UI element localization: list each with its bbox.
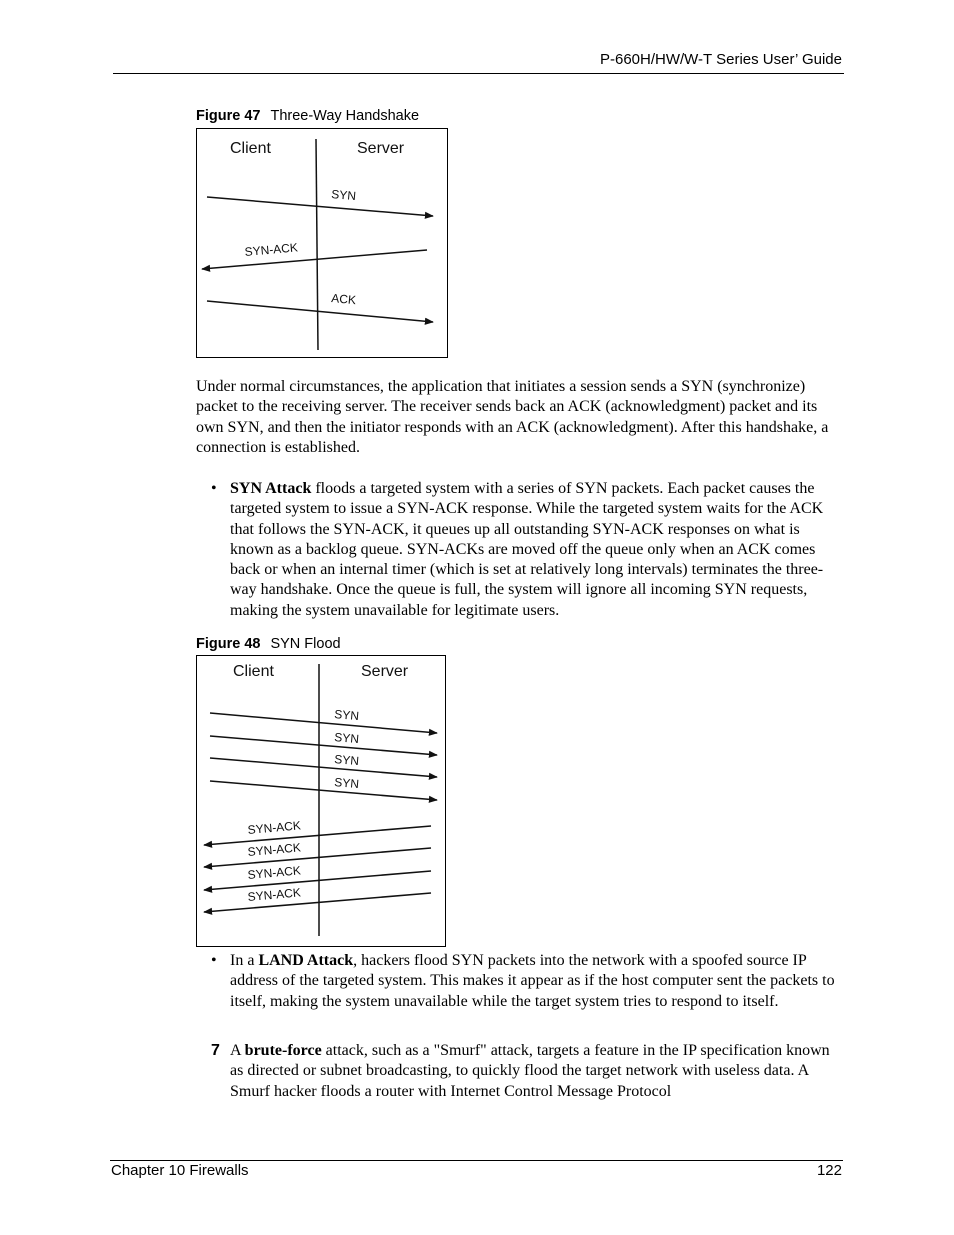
syn-ack-arrow xyxy=(204,848,431,867)
step-7-prefix: A xyxy=(230,1042,245,1059)
land-attack-term: LAND Attack xyxy=(258,952,354,969)
footer-rule xyxy=(110,1160,843,1161)
three-way-handshake-svg xyxy=(197,129,447,357)
ack-label: ACK xyxy=(330,291,357,308)
syn-arrow xyxy=(207,197,433,216)
header-rule xyxy=(113,73,844,74)
syn-arrow xyxy=(210,781,437,800)
syn-ack-label: SYN-ACK xyxy=(247,840,302,859)
figure-47-diagram xyxy=(196,128,448,358)
figure-47-number: Figure 47 xyxy=(196,108,261,124)
syn-label: SYN xyxy=(333,707,360,724)
syn-ack-label: SYN-ACK xyxy=(247,818,302,837)
land-attack-prefix: In a xyxy=(230,952,259,969)
syn-attack-text: floods a targeted system with a series of SYN packets. Each packet causes the targeted system to issue a SYN-ACK response. While the targeted system waits for the ACK that follows the SYN-ACK, it queues up all outstanding SYN-ACK responses on what is known as a backlog queue. SYN-ACKs are moved off the queue only when an ACK comes back or when an internal timer (which is set at relatively long intervals) terminates the three-way handshake. Once the queue is full, the system will ignore all incoming SYN requests, making the system unavailable for legitimate users. xyxy=(230,480,824,619)
figure-48-diagram xyxy=(196,655,446,947)
step-number: 7 xyxy=(211,1042,220,1059)
syn-arrow xyxy=(210,758,437,777)
brute-force-term: brute-force xyxy=(244,1042,322,1059)
figure-48-caption xyxy=(196,636,341,652)
client-label: Client xyxy=(230,140,271,157)
server-label: Server xyxy=(361,663,409,680)
client-label: Client xyxy=(233,663,274,680)
server-label: Server xyxy=(357,140,405,157)
page-number: 122 xyxy=(816,1162,842,1179)
syn-ack-label: SYN-ACK xyxy=(244,240,299,259)
figure-48-title: SYN Flood xyxy=(270,636,341,652)
syn-ack-label: SYN-ACK xyxy=(247,863,302,882)
syn-arrow xyxy=(210,736,437,755)
step-7-text: attack, such as a "Smurf" attack, targets a feature in the IP specification known as directed or subnet broadcasting, to quickly flood the target network with useless data. A Smurf hacker floods a router with Internet Control Message Protocol xyxy=(230,1042,830,1100)
syn-flood-svg xyxy=(197,656,445,946)
figure-47-title: Three-Way Handshake xyxy=(270,108,420,124)
syn-arrow xyxy=(210,713,437,733)
land-attack-bullet xyxy=(230,951,844,1012)
syn-attack-term: SYN Attack xyxy=(230,480,312,497)
syn-attack-bullet xyxy=(230,479,844,621)
syn-ack-arrow xyxy=(204,893,431,912)
guide-title: P-660H/HW/W-T Series User’ Guide xyxy=(599,51,842,68)
syn-ack-arrow xyxy=(204,871,431,890)
syn-label: SYN xyxy=(333,775,360,792)
syn-ack-arrow xyxy=(202,250,427,269)
syn-ack-label: SYN-ACK xyxy=(247,885,302,904)
ack-arrow xyxy=(207,301,433,322)
syn-ack-arrow xyxy=(204,826,431,845)
syn-label: SYN xyxy=(333,730,360,747)
figure-47-caption xyxy=(196,108,419,124)
figure-48-number: Figure 48 xyxy=(196,636,261,652)
intro-paragraph: Under normal circumstances, the application that initiates a session sends a SYN (synchronize) packet to the receiving server. The receiver sends back an ACK (acknowledgment) packet and its own SYN, and then the initiator responds with an ACK (acknowledgment). After this handshake, a connection is established. xyxy=(196,378,829,456)
land-attack-text: , hackers flood SYN packets into the network with a spoofed source IP address of the targeted system. This makes it appear as if the host computer sent the packets to itself, making the system unavailable while the target system tries to respond to itself. xyxy=(230,952,835,1010)
syn-label: SYN xyxy=(330,187,357,204)
footer-chapter: Chapter 10 Firewalls xyxy=(111,1162,249,1179)
step-7-paragraph xyxy=(230,1041,844,1102)
timeline-divider xyxy=(316,139,318,350)
syn-label: SYN xyxy=(333,752,360,769)
bullet-mark: • xyxy=(211,480,217,497)
bullet-mark: • xyxy=(211,952,217,969)
